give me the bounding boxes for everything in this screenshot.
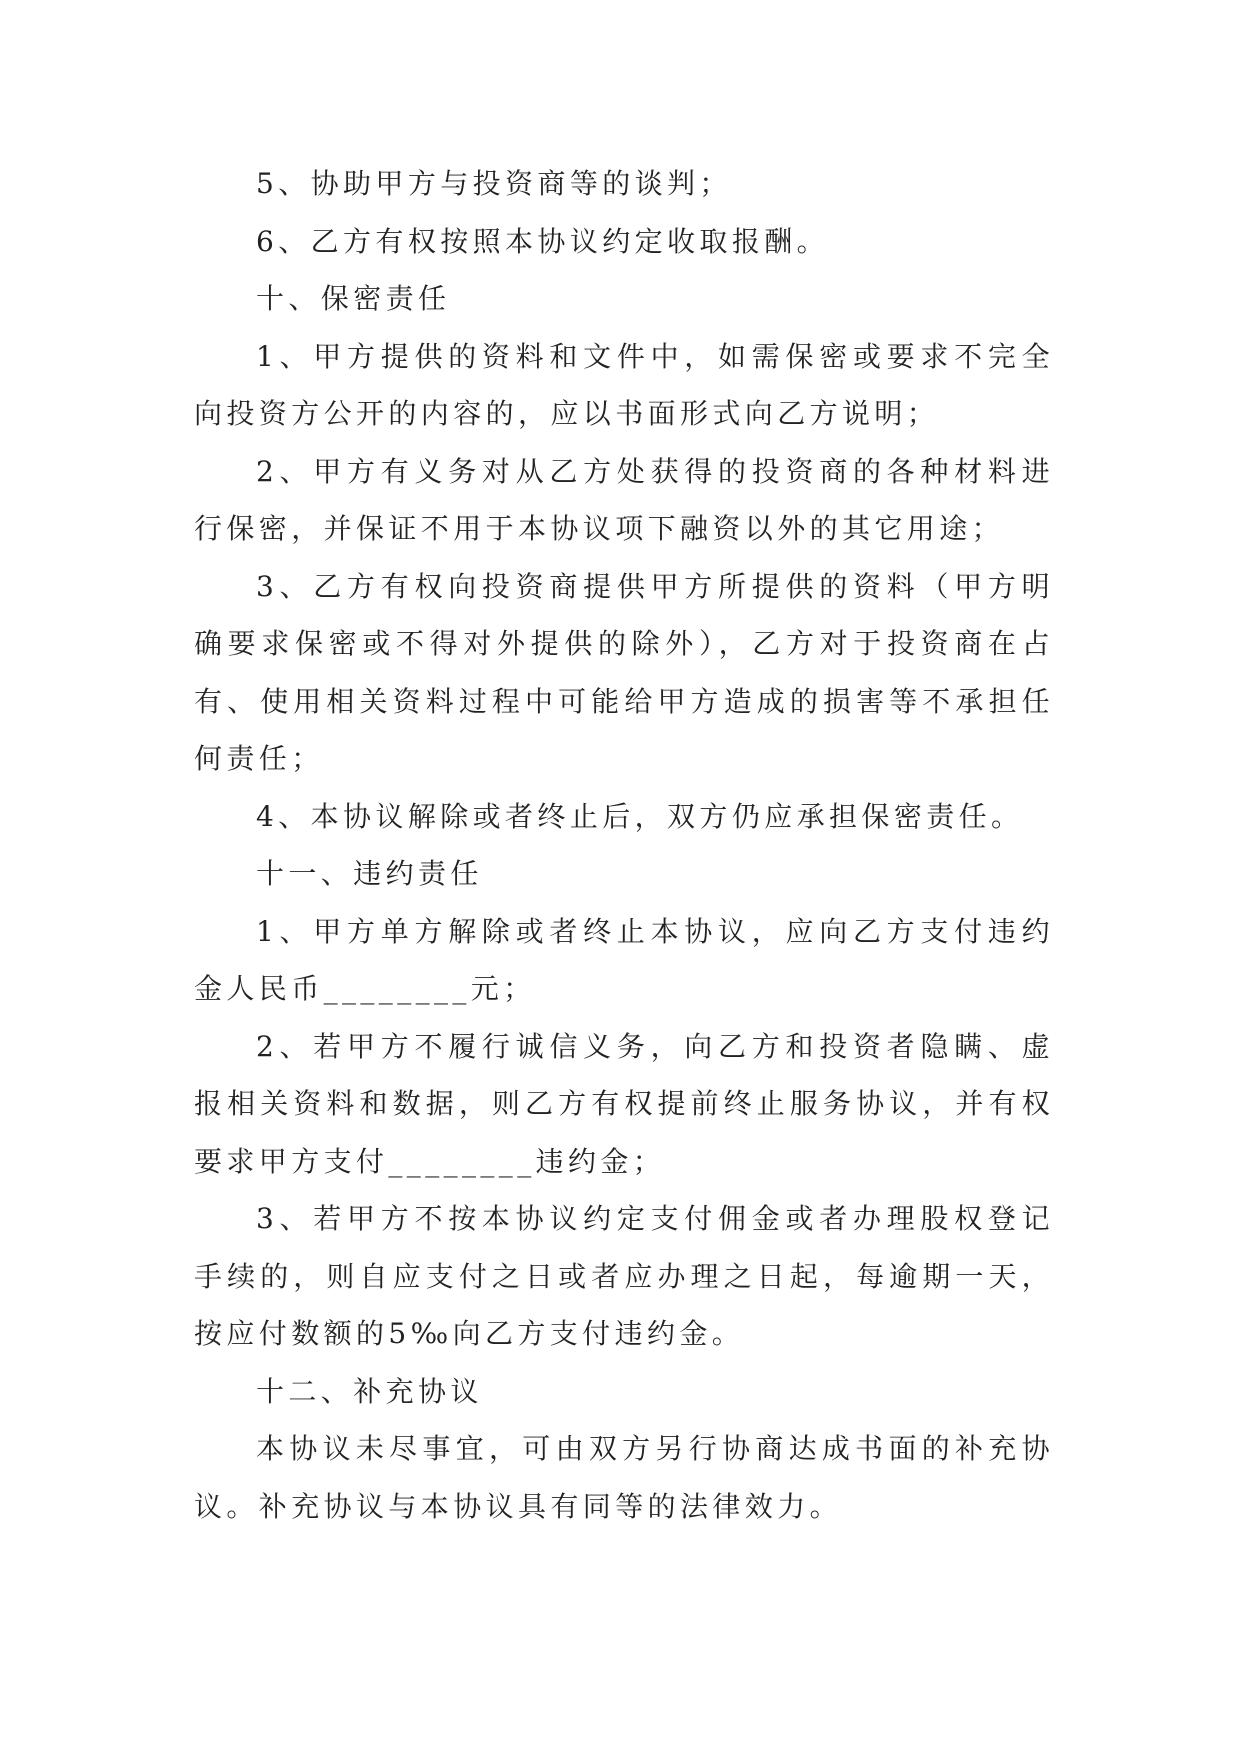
clause-9-item-5: 5、协助甲方与投资商等的谈判；	[256, 167, 732, 200]
document-body	[194, 155, 1054, 1535]
clause-10-item-2: 2、甲方有义务对从乙方处获得的投资商的各种材料进行保密，并保证不用于本协议项下融资以外的其它用途；	[194, 454, 1054, 545]
clause-9-item-6: 6、乙方有权按照本协议约定收取报酬。	[256, 224, 830, 258]
clause-11-item-3: 3、若甲方不按本协议约定支付佣金或者办理股权登记手续的，则自应支付之日或者应办理之日起，每逾期一天，按应付数额的5‰向乙方支付违约金。	[194, 1202, 1054, 1350]
clause-10-item-3: 3、乙方有权向投资商提供甲方所提供的资料（甲方明确要求保密或不得对外提供的除外），乙方对于投资商在占有、使用相关资料过程中可能给甲方造成的损害等不承担任何责任；	[194, 569, 1054, 775]
clause-10-item-4: 4、本协议解除或者终止后，双方仍应承担保密责任。	[256, 799, 1024, 833]
section-heading-breach-liability: 十一、违约责任	[256, 857, 483, 890]
clause-11-item-1: 1、甲方单方解除或者终止本协议，应向乙方支付违约金人民币________元；	[194, 914, 1054, 1005]
clause-12-body: 本协议未尽事宜，可由双方另行协商达成书面的补充协议。补充协议与本协议具有同等的法律效力。	[194, 1432, 1054, 1523]
section-heading-confidentiality: 十、保密责任	[256, 282, 451, 315]
clause-11-item-2: 2、若甲方不履行诚信义务，向乙方和投资者隐瞒、虚报相关资料和数据，则乙方有权提前终止服务协议，并有权要求甲方支付________违约金；	[194, 1029, 1054, 1178]
section-heading-supplementary-agreement: 十二、补充协议	[256, 1374, 483, 1408]
clause-10-item-1: 1、甲方提供的资料和文件中，如需保密或要求不完全向投资方公开的内容的，应以书面形式向乙方说明；	[194, 339, 1054, 430]
